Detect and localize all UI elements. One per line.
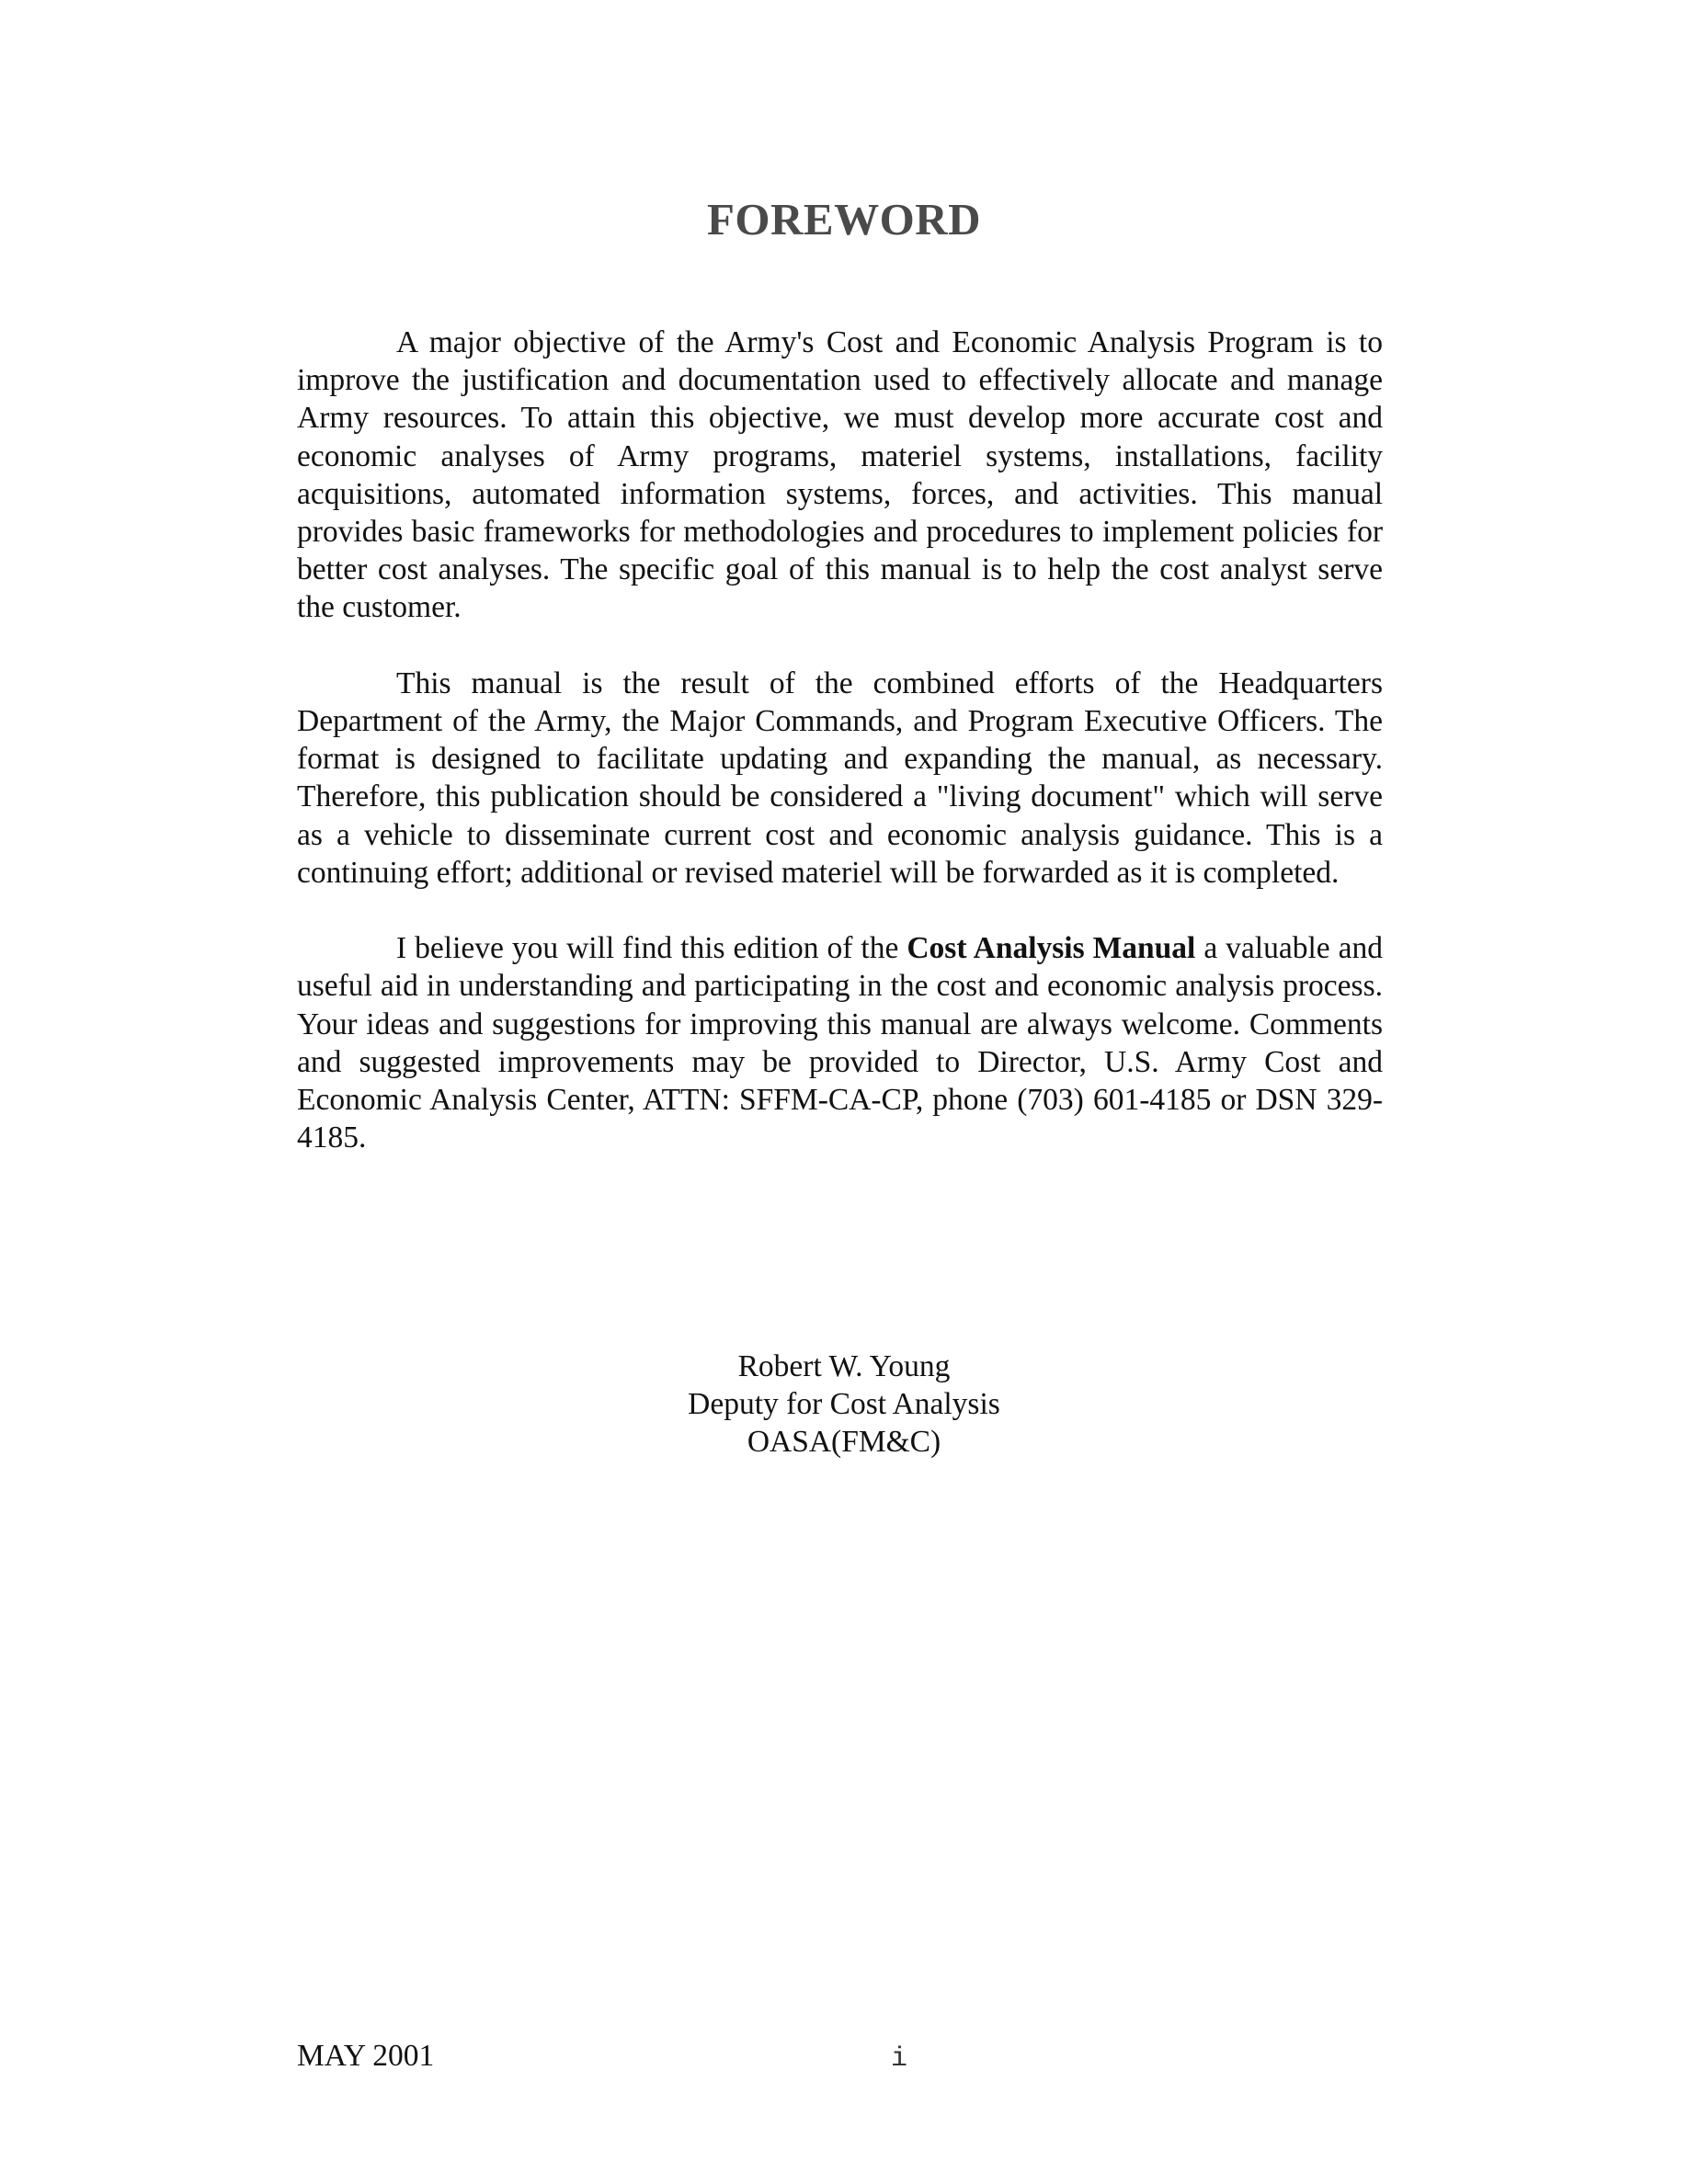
manual-title-emphasis: Cost Analysis Manual xyxy=(907,931,1196,966)
paragraph-3-lead: I believe you will find this edition of the xyxy=(396,931,907,966)
signatory-position: Deputy for Cost Analysis xyxy=(688,1387,1000,1421)
page-number: i xyxy=(890,2043,907,2075)
paragraph-2: This manual is the result of the combined efforts of the Headquarters Department of the Army, the Major Commands, and Program Executive Officers. The format is designed to facilitate updating and expanding the manual, as necessary. Therefore, this publication should be considered a "living document" which will serve as a vehicle to disseminate current cost and economic analysis guidance. This is a continuing effort; additional or revised materiel will be forwarded as it is completed. xyxy=(297,665,1383,890)
signatory-office: OASA(FM&C) xyxy=(747,1425,941,1459)
paragraph-3 xyxy=(297,929,1383,1156)
signatory-name: Robert W. Young xyxy=(737,1349,951,1383)
signature-block xyxy=(0,1348,1688,1461)
paragraph-1: A major objective of the Army's Cost and Economic Analysis Program is to improve the justification and documentation used to effectively allocate and manage Army resources. To attain this objective, we must develop more accurate cost and economic analyses of Army programs, materiel systems, installations, facility acquisitions, automated information systems, forces, and activities. This manual provides basic frameworks for methodologies and procedures to implement policies for better cost analyses. The specific goal of this manual is to help the cost analyst serve the customer. xyxy=(297,325,1383,625)
footer-date: MAY 2001 xyxy=(297,2039,435,2073)
paragraph-3-rest: a valuable and useful aid in understanding and participating in the cost and economic analysis process. Your ideas and suggestions for improving this manual are always welcome. Comments and suggested improvements may be provided to Director, U.S. Army Cost and Economic Analysis Center, ATTN: SFFM-CA-CP, phone (703) 601-4185 or DSN 329-4185. xyxy=(297,931,1383,1155)
foreword-body xyxy=(297,324,1383,1195)
page-title: FOREWORD xyxy=(707,194,981,245)
